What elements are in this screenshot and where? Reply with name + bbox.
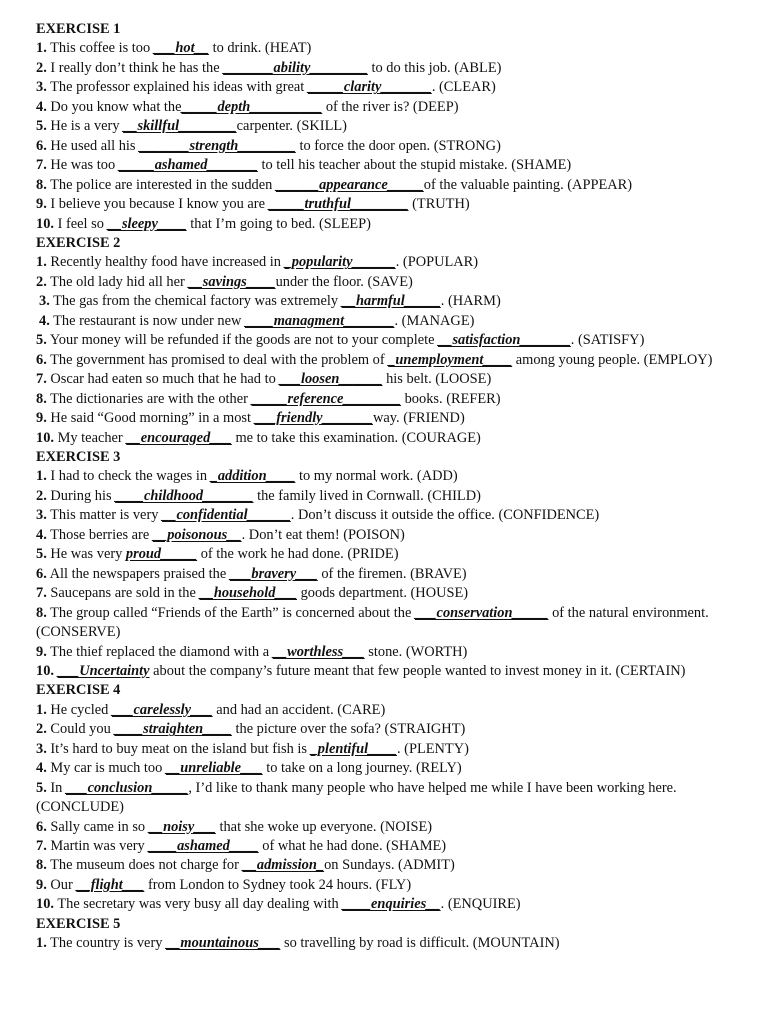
item-text-before: The museum does not charge for	[46, 857, 243, 874]
item-text-before: He was very	[46, 546, 126, 563]
item-answer: ______appearance_____	[275, 176, 424, 193]
item-text-after: that she woke up everyone. (NOISE)	[215, 818, 433, 835]
item-answer: _plentiful____	[310, 740, 397, 757]
exercise-item	[36, 545, 756, 564]
item-answer: _____reference________	[251, 390, 402, 407]
item-answer: __savings____	[188, 273, 276, 290]
item-text-after: about the company’s future meant that few people wanted to invest money in it. (CERTAIN)	[149, 662, 686, 679]
item-text-after: . (POPULAR)	[395, 254, 479, 271]
item-number: 6.	[36, 351, 47, 368]
item-text-before: The thief replaced the diamond with a	[46, 643, 273, 660]
item-text-before: Martin was very	[46, 838, 149, 855]
item-answer: _______strength________	[139, 137, 296, 154]
item-text-after: to take on a long journey. (RELY)	[262, 760, 462, 777]
item-answer: proud_____	[125, 546, 198, 563]
item-text-before: Sally came in so	[46, 818, 149, 835]
item-text-after: way. (FRIEND)	[372, 410, 465, 427]
exercise-item	[36, 117, 756, 136]
item-text-before: I feel so	[54, 215, 108, 232]
item-text-before: During his	[46, 487, 116, 504]
item-text-before: The police are interested in the sudden	[46, 176, 276, 193]
item-text-before: The government has promised to deal with the problem of	[46, 351, 389, 368]
item-text-after: that I’m going to bed. (SLEEP)	[186, 215, 371, 232]
item-text-after: of the river is? (DEEP)	[322, 98, 459, 115]
item-text-after: . (CLEAR)	[431, 79, 496, 96]
item-text-after: his belt. (LOOSE)	[382, 371, 492, 388]
exercise-item	[36, 701, 756, 720]
item-answer: __unreliable___	[165, 760, 263, 777]
item-number: 4.	[39, 312, 50, 329]
item-text-after: of the firemen. (BRAVE)	[317, 565, 467, 582]
exercise-item	[36, 662, 756, 681]
exercise-item	[36, 195, 756, 214]
exercise-item	[36, 98, 756, 117]
exercise-item	[36, 370, 756, 389]
exercise-item	[36, 59, 756, 78]
item-answer: __flight___	[76, 876, 145, 893]
item-text-before: My car is much too	[46, 760, 166, 777]
item-number: 3.	[36, 79, 47, 96]
item-text-after: . (SATISFY)	[570, 332, 645, 349]
exercise-item	[36, 584, 756, 603]
item-text-after: carpenter. (SKILL)	[236, 118, 347, 135]
item-answer: ____ashamed____	[148, 838, 259, 855]
item-text-before: I believe you because I know you are	[46, 196, 269, 213]
item-number: 10.	[36, 896, 54, 913]
item-answer: __satisfaction_______	[438, 332, 571, 349]
item-text-after: so travelling by road is difficult. (MOUNTAIN)	[280, 935, 560, 952]
exercise-item	[36, 740, 756, 759]
item-answer: ____managment_______	[244, 312, 395, 329]
item-answer: __skillful________	[123, 118, 237, 135]
item-answer: __encouraged___	[126, 429, 232, 446]
exercise-heading: EXERCISE 3	[36, 448, 121, 465]
item-number: 2.	[36, 487, 47, 504]
exercise-item	[36, 779, 756, 818]
item-text-after: , I’d like to thank many people who have helped me while I have been working here. (CONCLUDE)	[36, 779, 677, 816]
item-text-before: The secretary was very busy all day dealing with	[54, 896, 343, 913]
item-number: 1.	[36, 254, 47, 271]
item-text-before: The professor explained his ideas with great	[46, 79, 308, 96]
exercise-item	[36, 856, 756, 875]
item-number: 7.	[36, 585, 47, 602]
item-number: 5.	[36, 332, 47, 349]
item-text-after: under the floor. (SAVE)	[275, 273, 413, 290]
item-text-after: of what he had done. (SHAME)	[258, 838, 447, 855]
item-answer: __household___	[199, 585, 298, 602]
item-text-after: of the natural environment. (CONSERVE)	[36, 604, 709, 641]
item-number: 10.	[36, 429, 54, 446]
item-number: 9.	[36, 410, 47, 427]
item-text-after: . (PLENTY)	[396, 740, 469, 757]
item-text-before: The gas from the chemical factory was extremely	[49, 293, 342, 310]
item-text-after: to drink. (HEAT)	[208, 40, 312, 57]
item-number: 5.	[36, 779, 47, 796]
item-number: 9.	[36, 196, 47, 213]
exercise-item	[36, 818, 756, 837]
exercise-item	[36, 409, 756, 428]
exercise-heading: EXERCISE 5	[36, 915, 121, 932]
item-text-after: . (ENQUIRE)	[440, 896, 521, 913]
item-answer: _____ashamed_______	[118, 157, 258, 174]
item-number: 7.	[36, 157, 47, 174]
item-answer: _____truthful________	[268, 196, 409, 213]
exercise-item	[36, 390, 756, 409]
item-answer: ____straighten____	[114, 721, 232, 738]
item-number: 6.	[36, 565, 47, 582]
item-text-after: . Don’t eat them! (POISON)	[241, 526, 405, 543]
exercise-item	[36, 39, 756, 58]
exercise-item	[36, 429, 756, 448]
item-number: 1.	[36, 468, 47, 485]
item-number: 2.	[36, 721, 47, 738]
item-number: 7.	[36, 371, 47, 388]
exercise-item	[36, 292, 756, 311]
item-number: 9.	[36, 876, 47, 893]
item-text-after: the picture over the sofa? (STRAIGHT)	[231, 721, 466, 738]
item-text-after: and had an accident. (CARE)	[212, 701, 386, 718]
item-answer: ___carelessly___	[111, 701, 213, 718]
item-text-before: Could you	[46, 721, 115, 738]
item-answer: __mountainous___	[166, 935, 281, 952]
item-text-after: me to take this examination. (COURAGE)	[231, 429, 481, 446]
exercise-item	[36, 506, 756, 525]
item-number: 3.	[36, 740, 47, 757]
exercise-item	[36, 176, 756, 195]
item-number: 6.	[36, 137, 47, 154]
item-text-before: The old lady hid all her	[46, 273, 189, 290]
item-answer: __harmful_____	[341, 293, 441, 310]
item-text-before: Saucepans are sold in the	[46, 585, 200, 602]
item-number: 1.	[36, 701, 47, 718]
exercise-item	[36, 487, 756, 506]
item-answer: ___Uncertainty	[57, 662, 150, 679]
item-text-before: It’s hard to buy meat on the island but fish is	[46, 740, 311, 757]
item-text-before: Our	[46, 876, 77, 893]
item-text-before: Recently healthy food have increased in	[46, 254, 285, 271]
exercise-heading: EXERCISE 4	[36, 682, 121, 699]
item-answer: __noisy___	[148, 818, 216, 835]
item-number: 9.	[36, 643, 47, 660]
exercise-item	[36, 526, 756, 545]
item-text-before: Do you know what the	[46, 98, 182, 115]
item-text-after: . (MANAGE)	[394, 312, 475, 329]
item-text-before: The group called “Friends of the Earth” is concerned about the	[46, 604, 415, 621]
item-text-after: . (HARM)	[440, 293, 501, 310]
item-number: 10.	[36, 662, 54, 679]
item-answer: ____childhood_______	[115, 487, 254, 504]
item-answer: ___hot__	[153, 40, 209, 57]
item-answer: __admission_	[242, 857, 325, 874]
item-text-before: I really don’t think he has the	[46, 59, 224, 76]
item-text-after: goods department. (HOUSE)	[297, 585, 469, 602]
item-number: 5.	[36, 546, 47, 563]
exercise-item	[36, 156, 756, 175]
item-number: 6.	[36, 818, 47, 835]
item-text-after: from London to Sydney took 24 hours. (FLY)	[144, 876, 412, 893]
item-text-before: This matter is very	[46, 507, 163, 524]
exercise-item	[36, 720, 756, 739]
item-number: 4.	[36, 526, 47, 543]
item-text-after: to tell his teacher about the stupid mistake. (SHAME)	[257, 157, 572, 174]
exercise-heading: EXERCISE 2	[36, 234, 121, 251]
item-number: 4.	[36, 760, 47, 777]
item-number: 2.	[36, 59, 47, 76]
item-text-after: to force the door open. (STRONG)	[295, 137, 501, 154]
item-answer: ___friendly_______	[254, 410, 373, 427]
exercise-item	[36, 351, 756, 370]
item-answer: _____clarity_______	[307, 79, 432, 96]
item-text-before: Oscar had eaten so much that he had to	[46, 371, 280, 388]
item-number: 3.	[39, 293, 50, 310]
exercise-item	[36, 759, 756, 778]
item-number: 5.	[36, 118, 47, 135]
exercise-item	[36, 273, 756, 292]
item-text-before: He used all his	[46, 137, 140, 154]
exercise-item	[36, 876, 756, 895]
exercise-heading: EXERCISE 1	[36, 21, 121, 37]
exercise-item	[36, 643, 756, 662]
item-text-after: to my normal work. (ADD)	[295, 468, 458, 485]
exercise-item	[36, 215, 756, 234]
item-text-before: I had to check the wages in	[46, 468, 211, 485]
item-answer: ___loosen______	[279, 371, 383, 388]
item-text-before: The country is very	[46, 935, 167, 952]
item-answer: _addition____	[210, 468, 296, 485]
item-text-after: books. (REFER)	[401, 390, 501, 407]
exercise-item	[36, 137, 756, 156]
item-text-after: among young people. (EMPLOY)	[512, 351, 713, 368]
item-answer: __sleepy____	[107, 215, 187, 232]
item-number: 8.	[36, 390, 47, 407]
item-number: 1.	[36, 40, 47, 57]
item-answer: __poisonous__	[152, 526, 242, 543]
item-text-before: He said “Good morning” in a most	[46, 410, 255, 427]
item-number: 1.	[36, 935, 47, 952]
item-text-after: of the work he had done. (PRIDE)	[197, 546, 399, 563]
item-number: 8.	[36, 176, 47, 193]
item-answer: ___bravery___	[229, 565, 318, 582]
item-answer: _popularity______	[284, 254, 396, 271]
exercise-item	[36, 253, 756, 272]
exercise-item	[36, 895, 756, 914]
exercise-item	[36, 331, 756, 350]
item-answer: ___conclusion_____	[65, 779, 189, 796]
item-text-before: He was too	[46, 157, 119, 174]
item-text-before: Those berries are	[46, 526, 153, 543]
item-text-before: In	[46, 779, 66, 796]
exercise-item	[36, 604, 756, 643]
item-text-after: of the valuable painting. (APPEAR)	[423, 176, 633, 193]
item-text-before: Your money will be refunded if the goods are not to your complete	[46, 332, 439, 349]
item-text-before: He cycled	[46, 701, 112, 718]
item-text-before: My teacher	[54, 429, 127, 446]
exercise-item	[36, 934, 756, 953]
item-text-after: the family lived in Cornwall. (CHILD)	[253, 487, 481, 504]
item-text-after: to do this job. (ABLE)	[367, 59, 502, 76]
item-answer: __confidential______	[162, 507, 291, 524]
item-text-before: The dictionaries are with the other	[46, 390, 252, 407]
exercise-item	[36, 565, 756, 584]
item-number: 10.	[36, 215, 54, 232]
item-number: 3.	[36, 507, 47, 524]
item-number: 7.	[36, 838, 47, 855]
exercise-item	[36, 467, 756, 486]
item-answer: ____enquiries__	[342, 896, 441, 913]
item-answer: _unemployment____	[388, 351, 513, 368]
exercise-item	[36, 312, 756, 331]
item-number: 8.	[36, 604, 47, 621]
item-number: 8.	[36, 857, 47, 874]
item-text-before: All the newspapers praised the	[46, 565, 230, 582]
item-text-after: . Don’t discuss it outside the office. (CONFIDENCE)	[290, 507, 600, 524]
item-text-after: on Sundays. (ADMIT)	[324, 857, 455, 874]
exercise-item	[36, 837, 756, 856]
item-text-after: (TRUTH)	[408, 196, 470, 213]
item-text-before: He is a very	[46, 118, 124, 135]
item-answer: _______ability________	[223, 59, 368, 76]
item-answer: __worthless___	[272, 643, 365, 660]
exercise-item	[36, 78, 756, 97]
item-number: 2.	[36, 273, 47, 290]
item-text-after: stone. (WORTH)	[364, 643, 468, 660]
item-number: 4.	[36, 98, 47, 115]
item-text-before: This coffee is too	[46, 40, 154, 57]
item-answer: ___conservation_____	[414, 604, 549, 621]
item-answer: _____depth__________	[181, 98, 323, 115]
item-text-before: The restaurant is now under new	[49, 312, 245, 329]
